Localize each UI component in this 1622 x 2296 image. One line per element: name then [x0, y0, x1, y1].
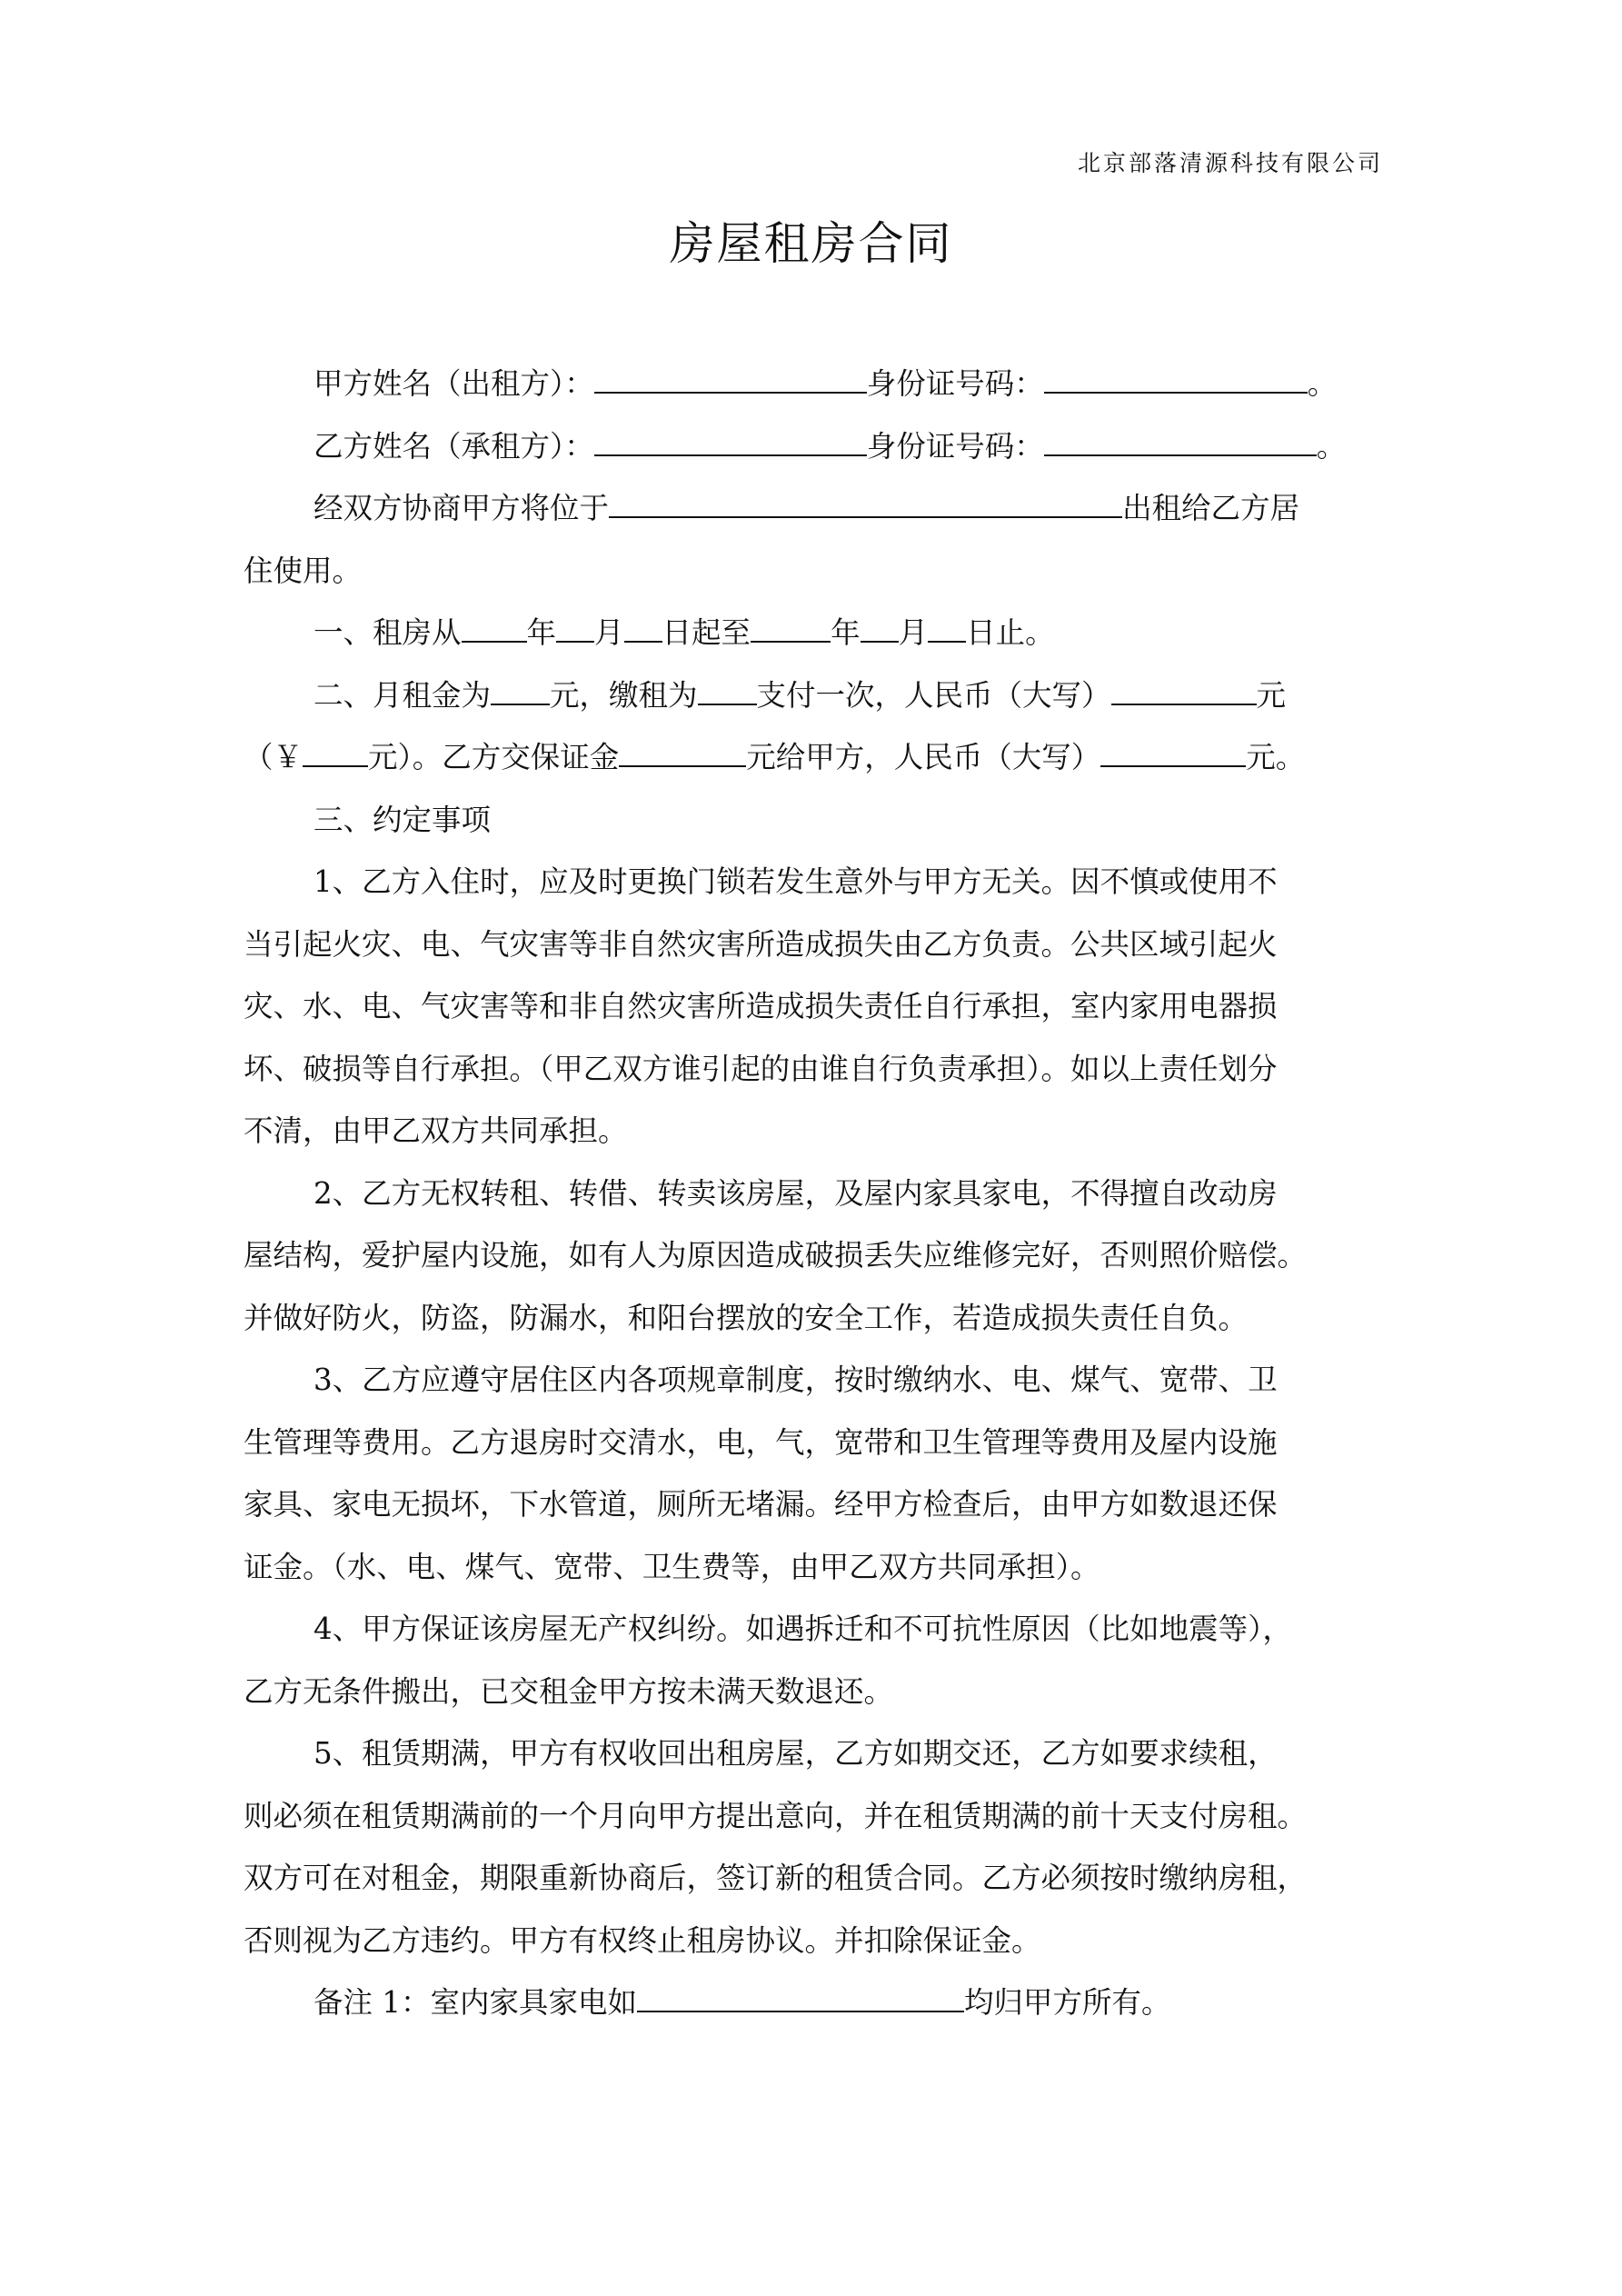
rent-text: 元，缴租为 — [550, 677, 698, 713]
end-day-field[interactable] — [928, 614, 966, 643]
rent-line-1 — [244, 664, 1390, 727]
clause-1-line: 灾、水、电、气灾害等和非自然灾害所造成损失责任自行承担，室内家用电器损 — [244, 989, 1278, 1023]
clause-4-line: 4、甲方保证该房屋无产权纠纷。如遇拆迁和不可抗性原因（比如地震等）， — [313, 1612, 1292, 1646]
clause-5-line: 否则视为乙方违约。甲方有权终止租房协议。并扣除保证金。 — [244, 1922, 1041, 1958]
rent-text: 支付一次，人民币（大写） — [756, 677, 1111, 713]
clause-3-line: 3、乙方应遵守居住区内各项规章制度，按时缴纳水、电、煤气、宽带、卫 — [313, 1363, 1278, 1397]
rent-text: 元 — [1256, 677, 1287, 713]
end-mark: 。 — [1316, 428, 1347, 464]
party-a-name-field[interactable] — [594, 364, 867, 394]
deposit-field[interactable] — [619, 738, 746, 767]
note-line — [244, 1972, 1390, 2034]
term-prefix: 一、租房从 — [313, 615, 462, 650]
month-label: 月 — [594, 615, 624, 650]
rent-number-field[interactable] — [303, 738, 368, 767]
contract-body — [244, 353, 1390, 2034]
clause-3-line: 家具、家电无损坏，下水管道，厕所无堵漏。经甲方检查后，由甲方如数退还保 — [244, 1487, 1278, 1522]
rent-text: 元给甲方，人民币（大写） — [746, 740, 1101, 774]
clause-2-line: 屋结构，爱护屋内设施，如有人为原因造成破损丢失应维修完好，否则照价赔偿。 — [244, 1238, 1308, 1273]
section-3-heading: 三、约定事项 — [313, 802, 492, 837]
party-b-id-label: 身份证号码： — [866, 428, 1044, 464]
deposit-uppercase-field[interactable] — [1100, 738, 1246, 767]
clause-4-line: 乙方无条件搬出，已交租金甲方按未满天数退还。 — [244, 1673, 894, 1709]
party-b-id-field[interactable] — [1044, 427, 1317, 456]
clause-5-line: 双方可在对租金，期限重新协商后，签订新的租赁合同。乙方必须按时缴纳房租， — [244, 1861, 1308, 1895]
rent-line-2 — [244, 726, 1390, 789]
clause-1-line: 当引起火灾、电、气灾害等非自然灾害所造成损失由乙方负责。公共区域引起火 — [244, 926, 1278, 962]
clause-1-line: 坏、破损等自行承担。（甲乙双方谁引起的由谁自行负责承担）。如以上责任划分 — [244, 1051, 1278, 1086]
clause-1-line: 1、乙方入住时，应及时更换门锁若发生意外与甲方无关。因不慎或使用不 — [313, 864, 1278, 899]
address-field[interactable] — [609, 489, 1122, 518]
party-a-id-field[interactable] — [1044, 364, 1308, 394]
end-month-field[interactable] — [861, 614, 899, 643]
rent-uppercase-field[interactable] — [1111, 676, 1257, 705]
rent-text: 元）。乙方交保证金 — [368, 740, 620, 774]
company-name: 北京部落清源科技有限公司 — [1077, 150, 1383, 176]
monthly-rent-field[interactable] — [491, 676, 550, 705]
start-day-field[interactable] — [624, 614, 662, 643]
intro-after: 出租给乙方居 — [1122, 491, 1300, 525]
year-label: 年 — [526, 615, 557, 650]
term-line — [244, 602, 1390, 664]
party-b-line — [244, 415, 1390, 478]
day-label: 日起至 — [662, 615, 751, 650]
party-a-line — [244, 353, 1390, 415]
party-b-label: 乙方姓名（承租方）： — [313, 428, 594, 464]
note-items-field[interactable] — [637, 1983, 964, 2012]
start-year-field[interactable] — [462, 614, 527, 643]
rent-text: 二、月租金为 — [313, 677, 492, 713]
clause-2-line: 并做好防火，防盗，防漏水，和阳台摆放的安全工作，若造成损失责任自负。 — [244, 1300, 1249, 1335]
clause-2-line: 2、乙方无权转租、转借、转卖该房屋，及屋内家具家电，不得擅自改动房 — [313, 1175, 1278, 1211]
start-month-field[interactable] — [556, 614, 594, 643]
day-label: 日止。 — [966, 615, 1055, 650]
month-label: 月 — [898, 615, 929, 650]
rent-text: 元。 — [1246, 740, 1306, 774]
intro-line-1 — [244, 477, 1390, 540]
clause-3-line: 生管理等费用。乙方退房时交清水，电，气，宽带和卫生管理等费用及屋内设施 — [244, 1424, 1278, 1460]
clause-5-line: 则必须在租赁期满前的一个月向甲方提出意向，并在租赁期满的前十天支付房租。 — [244, 1798, 1308, 1833]
year-label: 年 — [831, 615, 861, 650]
document-title: 房屋租房合同 — [669, 217, 953, 270]
payment-cycle-field[interactable] — [698, 676, 757, 705]
party-b-name-field[interactable] — [594, 427, 867, 456]
note-before: 备注 1：室内家具家电如 — [313, 1985, 638, 2020]
clause-3-line: 证金。（水、电、煤气、宽带、卫生费等，由甲乙双方共同承担）。 — [244, 1549, 1100, 1584]
end-mark: 。 — [1307, 366, 1338, 401]
clause-5-line: 5、租赁期满，甲方有权收回出租房屋，乙方如期交还，乙方如要求续租， — [313, 1736, 1278, 1771]
intro-line-2: 住使用。 — [244, 553, 363, 588]
clause-1-line: 不清，由甲乙双方共同承担。 — [244, 1113, 628, 1148]
clauses — [244, 851, 1390, 1972]
rent-text: （￥ — [244, 740, 304, 774]
party-a-id-label: 身份证号码： — [866, 366, 1044, 401]
note-after: 均归甲方所有。 — [964, 1985, 1171, 2020]
intro-before: 经双方协商甲方将位于 — [313, 491, 610, 525]
party-a-label: 甲方姓名（出租方）： — [313, 366, 594, 401]
end-year-field[interactable] — [751, 614, 831, 643]
